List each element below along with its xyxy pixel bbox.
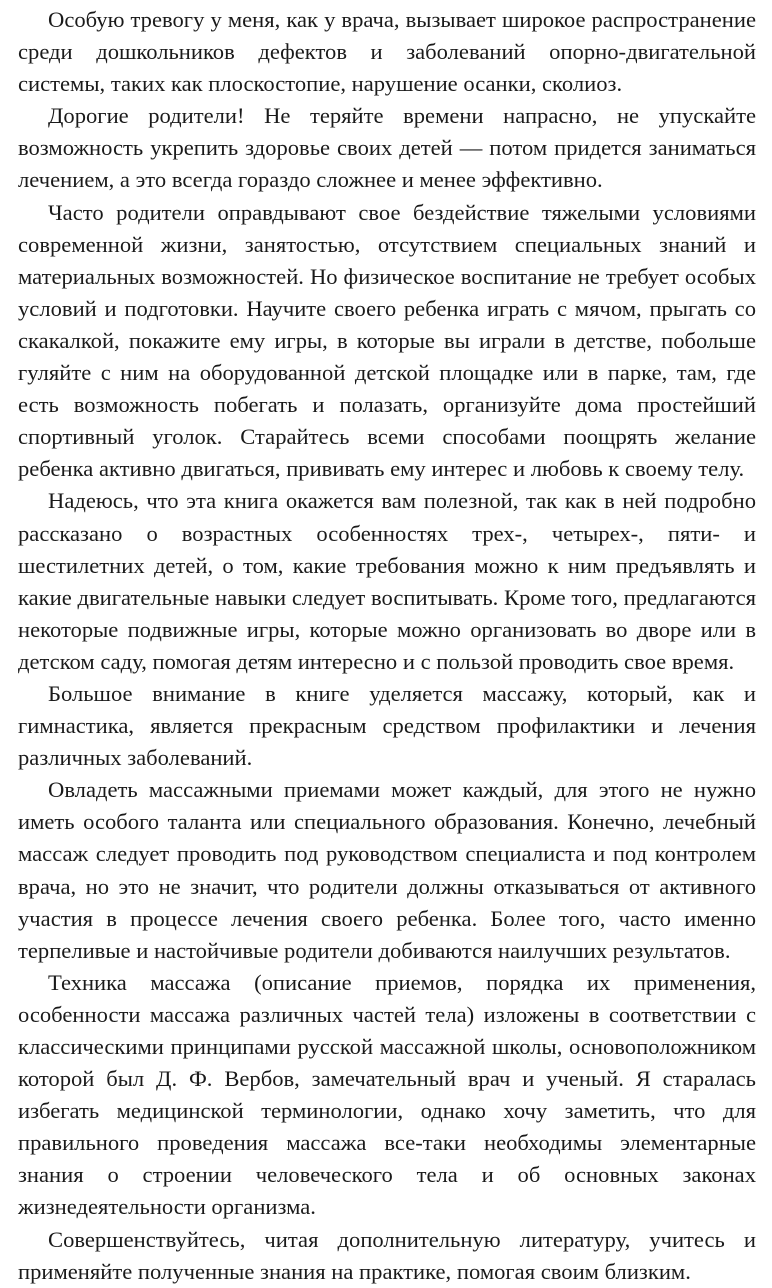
paragraph-1: Особую тревогу у меня, как у врача, вызывает широкое распространение среди дошкольников дефектов и заболеваний опорно-двигательной системы, таких как плоскостопие, нарушение осанки, сколиоз.: [18, 7, 756, 97]
paragraph-2: Дорогие родители! Не теряйте времени напрасно, не упускайте возможность укрепить здоровье своих детей — потом придется заниматься лечением, а это всегда гораздо сложнее и менее эффективно.: [18, 103, 756, 193]
paragraph-6: Овладеть массажными приемами может каждый, для этого не нужно иметь особого таланта или специального образования. Конечно, лечебный массаж следует проводить под руководством специалиста и под контролем врача, но это не значит, что родители должны отказываться от активного участия в процессе лечения своего ребенка. Более того, часто именно терпеливые и настойчивые родители добиваются наилучших результатов.: [18, 777, 756, 963]
paragraph-4: Надеюсь, что эта книга окажется вам полезной, так как в ней подробно рассказано о возрастных особенностях трех-, четырех-, пяти- и шестилетних детей, о том, какие требования можно к ним предъявлять и какие двигательные навыки следует воспитывать. Кроме того, предлагаются некоторые подвижные игры, которые можно организовать во дворе или в детском саду, помогая детям интересно и с пользой проводить свое время.: [18, 488, 756, 674]
paragraph-8: Совершенствуйтесь, читая дополнительную литературу, учитесь и применяйте полученные знания на практике, помогая своим близким.: [18, 1226, 756, 1284]
paragraph-3: Часто родители оправдывают свое бездействие тяжелыми условиями современной жизни, занятостью, отсутствием специальных знаний и материальных возможностей. Но физическое воспитание не требует особых условий и подготовки. Научите своего ребенка играть с мячом, прыгать со скакалкой, покажите ему игры, в которые вы играли в детстве, побольше гуляйте с ним на оборудованной детской площадке или в парке, там, где есть возможность побегать и полазать, организуйте дома простейший спортивный уголок. Старайтесь всеми способами поощрять желание ребенка активно двигаться, прививать ему интерес и любовь к своему телу.: [18, 199, 756, 482]
paragraph-5: Большое внимание в книге уделяется массажу, который, как и гимнастика, является прекрасным средством профилактики и лечения различных заболеваний.: [18, 680, 756, 771]
paragraph-7: Техника массажа (описание приемов, порядка их применения, особенности массажа различных частей тела) изложены в соответствии с классическими принципами русской массажной школы, основоположником которой был Д. Ф. Вербов, замечательный врач и ученый. Я старалась избегать медицинской терминологии, однако хочу заметить, что для правильного проведения массажа все-таки необходимы элементарные знания о строении человеческого тела и об основных законах жизнедеятельности организма.: [18, 969, 756, 1220]
